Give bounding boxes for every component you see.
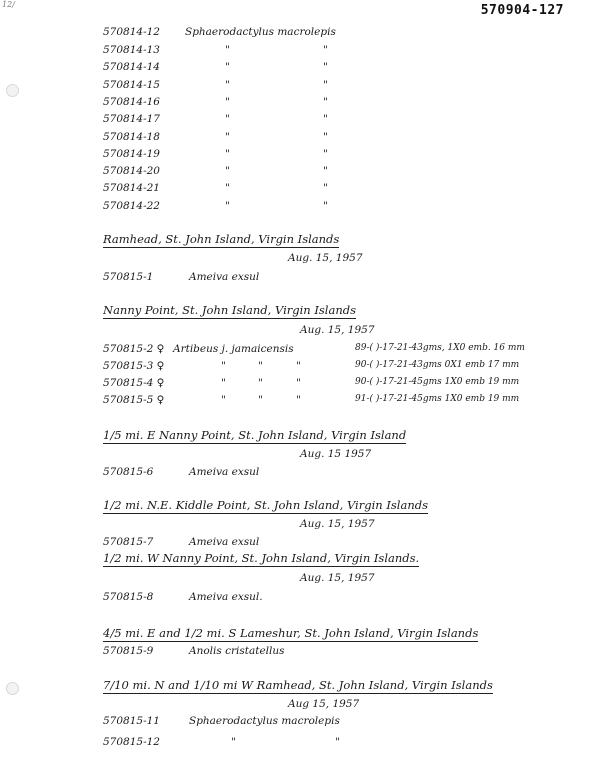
catalog-number: 570815-8 (103, 591, 154, 603)
catalog-number: 570815-1 (103, 271, 154, 283)
ditto-mark: " (221, 377, 226, 389)
species-name: Ameiva exsul. (189, 591, 263, 603)
catalog-number: 570814-16 (103, 95, 160, 108)
ditto-mark: " (296, 394, 301, 406)
catalog-number: 570814-18 (103, 130, 160, 143)
collection-date: Aug. 15, 1957 (300, 572, 375, 584)
locality-heading: Ramhead, St. John Island, Virgin Islands (103, 232, 340, 246)
collection-date: Aug 15, 1957 (288, 698, 360, 710)
ditto-mark: " (258, 360, 263, 372)
catalog-number: 570815-9 (103, 645, 154, 657)
collection-date: Aug. 15 1957 (300, 448, 372, 460)
ditto-mark: " (296, 360, 301, 372)
catalog-number: 570814-22 (103, 199, 160, 212)
catalog-number: 570815-5 ♀ (103, 394, 165, 406)
catalog-number: 570815-6 (103, 466, 154, 478)
binder-hole (6, 682, 19, 695)
ditto-mark: " (323, 78, 328, 91)
ditto-mark: " (225, 165, 230, 178)
ditto-mark: " (225, 95, 230, 108)
locality-heading: 1/2 mi. N.E. Kiddle Point, St. John Island, Virgin Islands (103, 498, 428, 512)
ditto-mark: " (225, 113, 230, 126)
catalog-number: 570815-2 ♀ (103, 343, 165, 355)
ditto-mark: " (225, 78, 230, 91)
catalog-number: 570815-7 (103, 536, 154, 548)
binder-hole (6, 84, 19, 97)
locality-heading: 1/5 mi. E Nanny Point, St. John Island, Virgin Island (103, 428, 407, 442)
catalog-number: 570814-15 (103, 78, 160, 91)
catalog-number: 570815-12 (103, 736, 160, 748)
ditto-mark: " (296, 377, 301, 389)
species-name: Anolis cristatellus (189, 645, 285, 657)
measurements: 90-( )-17-21-43gms 0X1 emb 17 mm (355, 360, 520, 370)
corner-mark: 12/ (2, 0, 15, 9)
ditto-mark: " (225, 199, 230, 212)
collection-date: Aug. 15, 1957 (300, 324, 375, 336)
species-name: Sphaerodactylus macrolepis (189, 715, 340, 727)
locality-heading: 7/10 mi. N and 1/10 mi W Ramhead, St. John Island, Virgin Islands (103, 678, 493, 692)
ditto-mark: " (323, 165, 328, 178)
locality-heading: 4/5 mi. E and 1/2 mi. S Lameshur, St. John Island, Virgin Islands (103, 626, 479, 640)
ditto-mark: " (323, 113, 328, 126)
species-name: Artibeus j. jamaicensis (173, 343, 294, 355)
ditto-mark: " (323, 130, 328, 143)
catalog-number: 570814-19 (103, 147, 160, 160)
ditto-mark: " (221, 360, 226, 372)
species-name: Ameiva exsul (189, 271, 260, 283)
ditto-mark: " (258, 377, 263, 389)
species-name: Ameiva exsul (189, 536, 260, 548)
measurements: 90-( )-17-21-45gms 1X0 emb 19 mm (355, 377, 520, 387)
ditto-mark: " (323, 95, 328, 108)
ditto-mark: " (221, 394, 226, 406)
species-name: Ameiva exsul (189, 466, 260, 478)
measurements: 89-( )-17-21-43gms, 1X0 emb. 16 mm (355, 343, 525, 353)
ditto-mark: " (225, 61, 230, 74)
ditto-mark: " (323, 44, 328, 56)
collection-date: Aug. 15, 1957 (300, 518, 375, 530)
locality-heading: 1/2 mi. W Nanny Point, St. John Island, Virgin Islands. (103, 551, 420, 565)
ditto-mark: " (323, 199, 328, 212)
catalog-number: 570814-13 (103, 44, 160, 56)
catalog-number: 570814-20 (103, 165, 160, 178)
ditto-mark: " (225, 182, 230, 195)
ditto-mark: " (258, 394, 263, 406)
collection-date: Aug. 15, 1957 (288, 252, 363, 264)
catalog-number: 570815-4 ♀ (103, 377, 165, 389)
catalog-number: 570815-11 (103, 715, 160, 727)
ditto-mark: " (323, 182, 328, 195)
ditto-mark: " (225, 130, 230, 143)
locality-heading: Nanny Point, St. John Island, Virgin Islands (103, 303, 356, 317)
measurements: 91-( )-17-21-45gms 1X0 emb 19 mm (355, 394, 520, 404)
catalog-number: 570814-17 (103, 113, 160, 126)
page-number: 570904-127 (480, 3, 564, 18)
ditto-mark: " (231, 736, 236, 748)
ditto-mark: " (323, 61, 328, 74)
ditto-mark: " (323, 147, 328, 160)
species-name: Sphaerodactylus macrolepis (185, 26, 336, 38)
ditto-mark: " (225, 44, 230, 56)
ditto-mark: " (225, 147, 230, 160)
ditto-mark: " (335, 736, 340, 748)
catalog-number: 570814-21 (103, 182, 160, 195)
catalog-number: 570814-12 (103, 26, 160, 38)
catalog-number: 570815-3 ♀ (103, 360, 165, 372)
catalog-number: 570814-14 (103, 61, 160, 74)
